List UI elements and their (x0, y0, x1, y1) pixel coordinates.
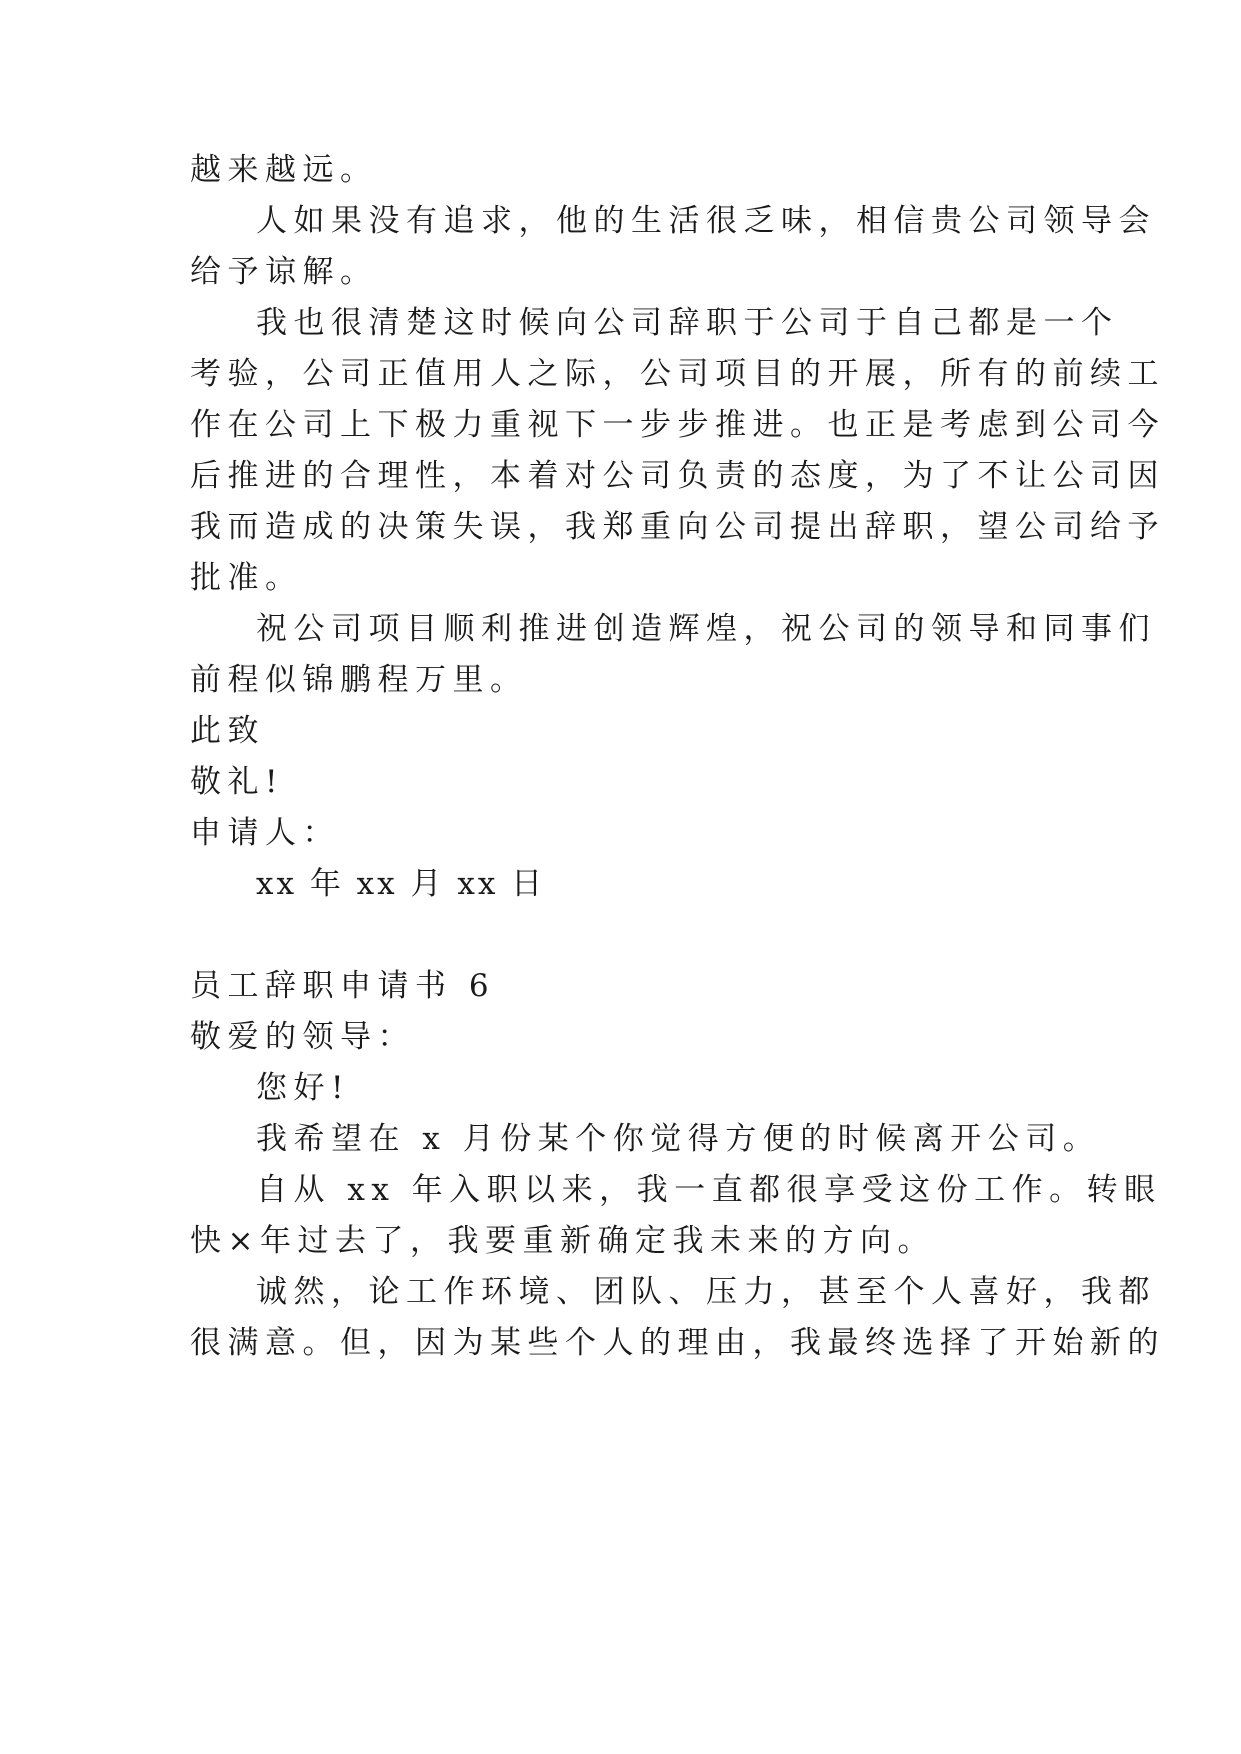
paragraph-start: 人如果没有追求，他的生活很乏味，相信贵公司领导会 (256, 203, 1156, 239)
body-line: 很满意。但，因为某些个人的理由，我最终选择了开始新的 (190, 1325, 1165, 1361)
body-line: 我而造成的决策失误，我郑重向公司提出辞职，望公司给予 (190, 509, 1165, 545)
body-line: 作在公司上下极力重视下一步步推进。也正是考虑到公司今 (190, 407, 1165, 443)
body-line: 越来越远。 (190, 152, 378, 188)
paragraph-start: 自从 xx 年入职以来，我一直都很享受这份工作。转眼 (256, 1172, 1162, 1208)
body-line: 快×年过去了，我要重新确定我未来的方向。 (190, 1223, 935, 1259)
greeting: 敬爱的领导： (190, 1019, 415, 1055)
paragraph-start: 我希望在 x 月份某个你觉得方便的时候离开公司。 (256, 1121, 1101, 1157)
body-line: 前程似锦鹏程万里。 (190, 662, 528, 698)
body-line: 给予谅解。 (190, 254, 378, 290)
section-title: 员工辞职申请书 6 (190, 968, 496, 1004)
body-line: 考验，公司正值用人之际，公司项目的开展，所有的前续工 (190, 356, 1165, 392)
paragraph-start: 我也很清楚这时候向公司辞职于公司于自己都是一个 (256, 305, 1119, 341)
body-line: 批准。 (190, 560, 303, 596)
body-line: 后推进的合理性，本着对公司负责的态度，为了不让公司因 (190, 458, 1165, 494)
applicant-label: 申请人： (190, 815, 340, 851)
paragraph-start: 您好! (256, 1070, 350, 1106)
paragraph-start: 诚然，论工作环境、团队、压力，甚至个人喜好，我都 (256, 1274, 1156, 1310)
date-line: xx 年 xx 月 xx 日 (256, 866, 546, 902)
salutation-line: 敬礼! (190, 764, 284, 800)
closing-line: 此致 (190, 713, 265, 749)
paragraph-start: 祝公司项目顺利推进创造辉煌，祝公司的领导和同事们 (256, 611, 1156, 647)
